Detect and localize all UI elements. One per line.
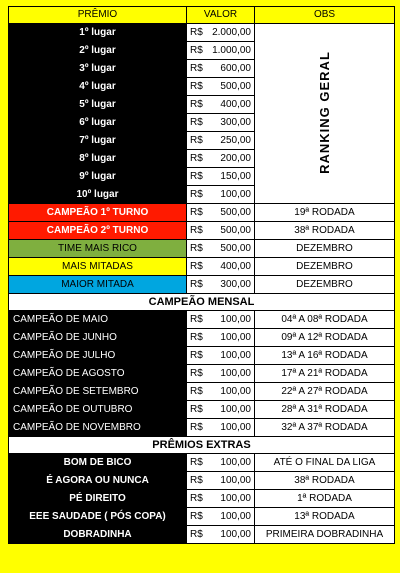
value-amount: 100,00 — [220, 368, 251, 379]
currency-label: R$ — [190, 135, 203, 146]
value-amount: 600,00 — [220, 63, 251, 74]
value-cell[interactable] — [187, 365, 255, 383]
value-amount: 300,00 — [220, 279, 251, 290]
value-cell[interactable] — [187, 490, 255, 508]
value-cell[interactable] — [187, 258, 255, 276]
value-amount: 250,00 — [220, 135, 251, 146]
special-obs[interactable]: 19ª RODADA — [255, 204, 395, 222]
extras-label[interactable]: EEE SAUDADE ( PÓS COPA) — [9, 508, 187, 526]
extras-row — [9, 490, 395, 508]
extras-label[interactable]: PÉ DIREITO — [9, 490, 187, 508]
value-cell[interactable] — [187, 383, 255, 401]
value-cell[interactable] — [187, 222, 255, 240]
header-valor[interactable]: VALOR — [187, 7, 255, 24]
value-amount: 1.000,00 — [212, 45, 251, 56]
mensal-label[interactable]: CAMPEÃO DE OUTUBRO — [9, 401, 187, 419]
ranking-geral-cell[interactable] — [255, 24, 395, 204]
mensal-label[interactable]: CAMPEÃO DE NOVEMBRO — [9, 419, 187, 437]
mensal-obs[interactable]: 09ª A 12ª RODADA — [255, 329, 395, 347]
value-amount: 100,00 — [220, 404, 251, 415]
currency-label: R$ — [190, 189, 203, 200]
value-amount: 200,00 — [220, 153, 251, 164]
extras-title[interactable]: PRÊMIOS EXTRAS — [9, 437, 395, 454]
ranking-row — [9, 24, 395, 42]
currency-label: R$ — [190, 314, 203, 325]
currency-label: R$ — [190, 243, 203, 254]
currency-label: R$ — [190, 475, 203, 486]
value-cell[interactable] — [187, 347, 255, 365]
mensal-obs[interactable]: 13ª A 16ª RODADA — [255, 347, 395, 365]
value-amount: 500,00 — [220, 243, 251, 254]
mensal-obs[interactable]: 28ª A 31ª RODADA — [255, 401, 395, 419]
special-obs[interactable]: DEZEMBRO — [255, 240, 395, 258]
value-amount: 100,00 — [220, 475, 251, 486]
value-amount: 500,00 — [220, 207, 251, 218]
special-row — [9, 240, 395, 258]
ranking-label[interactable]: 7º lugar — [9, 132, 187, 150]
mensal-obs[interactable]: 17ª A 21ª RODADA — [255, 365, 395, 383]
extras-row — [9, 437, 395, 454]
currency-label: R$ — [190, 511, 203, 522]
value-amount: 100,00 — [220, 189, 251, 200]
special-row — [9, 276, 395, 294]
mensal-obs[interactable]: 04ª A 08ª RODADA — [255, 311, 395, 329]
value-cell[interactable] — [187, 472, 255, 490]
value-cell[interactable] — [187, 204, 255, 222]
ranking-label[interactable]: 8º lugar — [9, 150, 187, 168]
currency-label: R$ — [190, 332, 203, 343]
special-label[interactable]: MAIS MITADAS — [9, 258, 187, 276]
mensal-row — [9, 419, 395, 437]
extras-label[interactable]: É AGORA OU NUNCA — [9, 472, 187, 490]
currency-label: R$ — [190, 529, 203, 540]
currency-label: R$ — [190, 225, 203, 236]
special-obs[interactable]: 38ª RODADA — [255, 222, 395, 240]
value-amount: 400,00 — [220, 261, 251, 272]
value-amount: 100,00 — [220, 386, 251, 397]
mensal-label[interactable]: CAMPEÃO DE SETEMBRO — [9, 383, 187, 401]
value-cell[interactable] — [187, 401, 255, 419]
ranking-label[interactable]: 6º lugar — [9, 114, 187, 132]
extras-label[interactable]: DOBRADINHA — [9, 526, 187, 544]
value-amount: 100,00 — [220, 350, 251, 361]
extras-row — [9, 472, 395, 490]
special-row — [9, 222, 395, 240]
currency-label: R$ — [190, 386, 203, 397]
value-cell[interactable] — [187, 454, 255, 472]
extras-obs[interactable]: 38ª RODADA — [255, 472, 395, 490]
header-premio[interactable]: PRÊMIO — [9, 7, 187, 24]
currency-label: R$ — [190, 279, 203, 290]
value-amount: 500,00 — [220, 225, 251, 236]
ranking-label[interactable]: 3º lugar — [9, 60, 187, 78]
currency-label: R$ — [190, 153, 203, 164]
currency-label: R$ — [190, 27, 203, 38]
extras-row — [9, 526, 395, 544]
currency-label: R$ — [190, 117, 203, 128]
value-amount: 100,00 — [220, 511, 251, 522]
value-amount: 150,00 — [220, 171, 251, 182]
value-cell[interactable] — [187, 240, 255, 258]
extras-obs[interactable]: ATÉ O FINAL DA LIGA — [255, 454, 395, 472]
ranking-label[interactable]: 9º lugar — [9, 168, 187, 186]
special-obs[interactable]: DEZEMBRO — [255, 258, 395, 276]
value-amount: 100,00 — [220, 314, 251, 325]
currency-label: R$ — [190, 171, 203, 182]
mensal-label[interactable]: CAMPEÃO DE JUNHO — [9, 329, 187, 347]
prize-sheet — [8, 6, 394, 544]
special-row — [9, 258, 395, 276]
currency-label: R$ — [190, 422, 203, 433]
ranking-label[interactable]: 5º lugar — [9, 96, 187, 114]
mensal-label[interactable]: CAMPEÃO DE MAIO — [9, 311, 187, 329]
currency-label: R$ — [190, 457, 203, 468]
header-row — [9, 7, 395, 24]
currency-label: R$ — [190, 493, 203, 504]
ranking-geral-label: RANKING GERAL — [317, 51, 332, 174]
extras-row — [9, 454, 395, 472]
value-cell[interactable] — [187, 24, 255, 42]
special-label[interactable]: CAMPEÃO 2º TURNO — [9, 222, 187, 240]
currency-label: R$ — [190, 404, 203, 415]
value-cell[interactable] — [187, 42, 255, 60]
extras-label[interactable]: BOM DE BICO — [9, 454, 187, 472]
value-cell[interactable] — [187, 186, 255, 204]
value-amount: 500,00 — [220, 81, 251, 92]
value-amount: 100,00 — [220, 457, 251, 468]
special-label[interactable]: MAIOR MITADA — [9, 276, 187, 294]
mensal-row — [9, 347, 395, 365]
special-row — [9, 204, 395, 222]
ranking-label[interactable]: 1º lugar — [9, 24, 187, 42]
ranking-label[interactable]: 10º lugar — [9, 186, 187, 204]
value-cell[interactable] — [187, 78, 255, 96]
value-cell[interactable] — [187, 419, 255, 437]
mensal-row — [9, 329, 395, 347]
currency-label: R$ — [190, 350, 203, 361]
ranking-label[interactable]: 4º lugar — [9, 78, 187, 96]
currency-label: R$ — [190, 81, 203, 92]
currency-label: R$ — [190, 99, 203, 110]
value-cell[interactable] — [187, 132, 255, 150]
value-cell[interactable] — [187, 526, 255, 544]
mensal-obs[interactable]: 22ª A 27ª RODADA — [255, 383, 395, 401]
mensal-label[interactable]: CAMPEÃO DE JULHO — [9, 347, 187, 365]
mensal-row — [9, 365, 395, 383]
header-obs[interactable]: OBS — [255, 7, 395, 24]
value-amount: 100,00 — [220, 422, 251, 433]
value-cell[interactable] — [187, 276, 255, 294]
value-cell[interactable] — [187, 329, 255, 347]
value-amount: 2.000,00 — [212, 27, 251, 38]
special-obs[interactable]: DEZEMBRO — [255, 276, 395, 294]
mensal-label[interactable]: CAMPEÃO DE AGOSTO — [9, 365, 187, 383]
currency-label: R$ — [190, 45, 203, 56]
prize-table — [8, 6, 395, 544]
special-label[interactable]: CAMPEÃO 1º TURNO — [9, 204, 187, 222]
value-cell[interactable] — [187, 168, 255, 186]
currency-label: R$ — [190, 207, 203, 218]
value-amount: 300,00 — [220, 117, 251, 128]
value-cell[interactable] — [187, 508, 255, 526]
extras-obs[interactable]: 1ª RODADA — [255, 490, 395, 508]
currency-label: R$ — [190, 368, 203, 379]
mensal-title[interactable]: CAMPEÃO MENSAL — [9, 294, 395, 311]
extras-row — [9, 508, 395, 526]
value-cell[interactable] — [187, 150, 255, 168]
value-amount: 100,00 — [220, 529, 251, 540]
value-cell[interactable] — [187, 60, 255, 78]
extras-obs[interactable]: 13ª RODADA — [255, 508, 395, 526]
value-amount: 100,00 — [220, 332, 251, 343]
mensal-row — [9, 294, 395, 311]
currency-label: R$ — [190, 63, 203, 74]
special-label[interactable]: TIME MAIS RICO — [9, 240, 187, 258]
currency-label: R$ — [190, 261, 203, 272]
value-cell[interactable] — [187, 114, 255, 132]
extras-obs[interactable]: PRIMEIRA DOBRADINHA — [255, 526, 395, 544]
value-amount: 400,00 — [220, 99, 251, 110]
mensal-obs[interactable]: 32ª A 37ª RODADA — [255, 419, 395, 437]
value-cell[interactable] — [187, 311, 255, 329]
mensal-row — [9, 383, 395, 401]
value-cell[interactable] — [187, 96, 255, 114]
mensal-row — [9, 401, 395, 419]
mensal-row — [9, 311, 395, 329]
value-amount: 100,00 — [220, 493, 251, 504]
ranking-label[interactable]: 2º lugar — [9, 42, 187, 60]
